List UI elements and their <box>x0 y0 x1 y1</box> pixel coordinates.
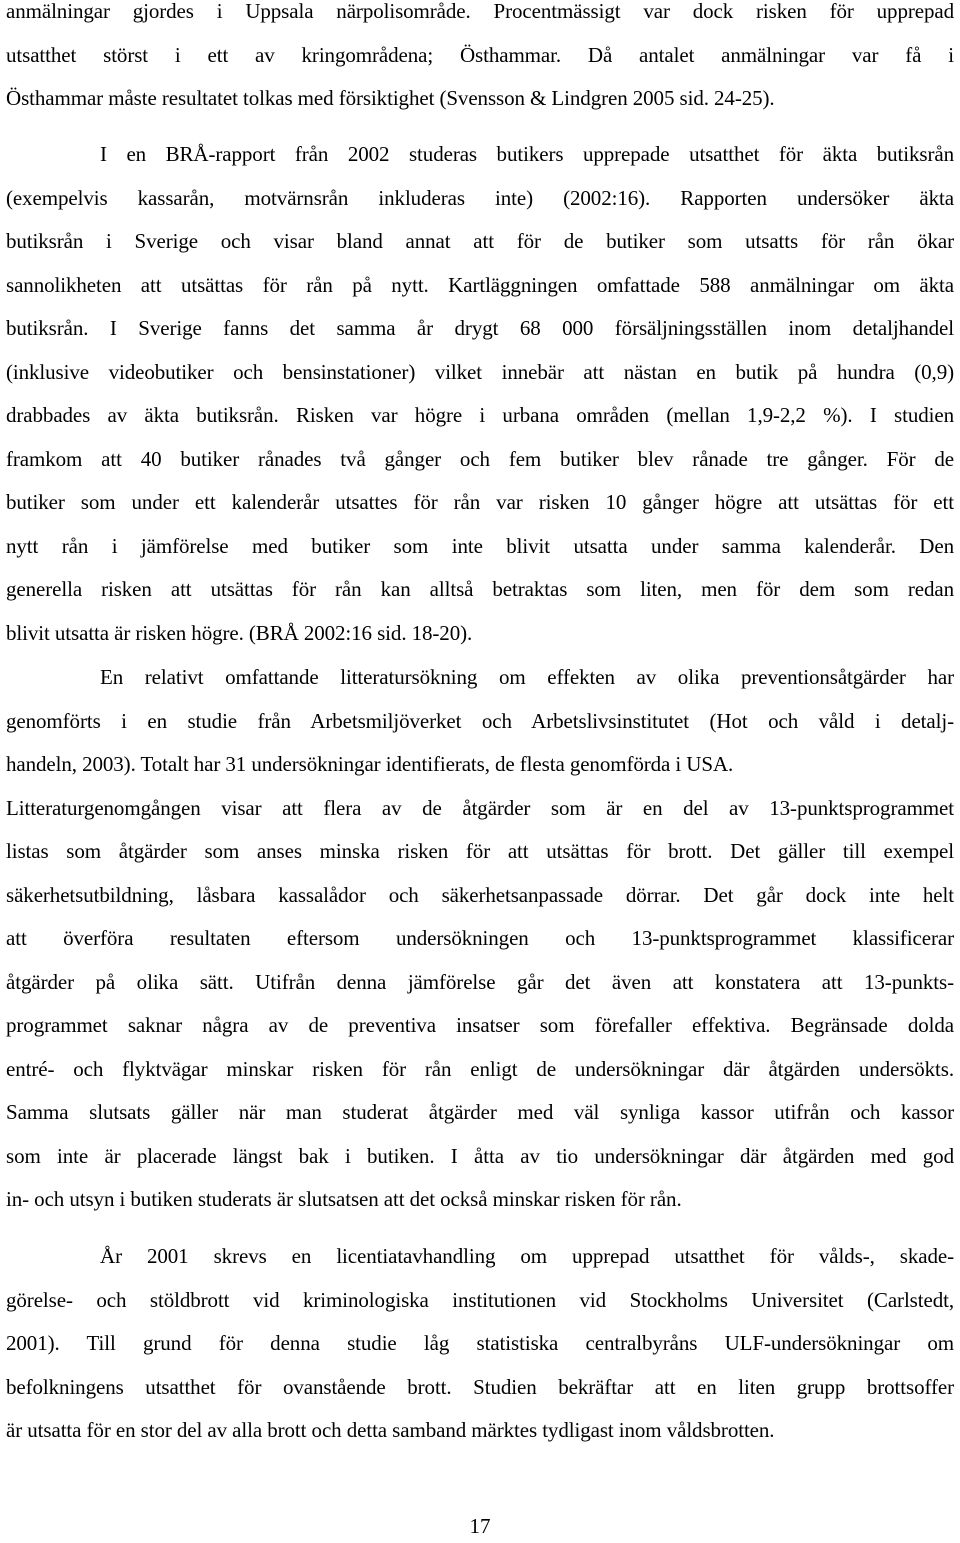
text-line: 2001). Till grund för denna studie låg statistiska centralbyråns ULF-undersökningar om <box>6 1331 954 1355</box>
paragraph-1 <box>6 0 954 121</box>
text-line: nytt rån i jämförelse med butiker som inte blivit utsatta under samma kalenderår. Den <box>6 533 954 558</box>
text-line: anmälningar gjordes i Uppsala närpolisområde. Procentmässigt var dock risken för upprepad <box>6 0 954 23</box>
text-line: som inte är placerade längst bak i butiken. I åtta av tio undersökningar där åtgärden med god <box>6 1143 954 1168</box>
page-number: 17 <box>469 1514 491 1538</box>
text-line: säkerhetsutbildning, låsbara kassalådor och säkerhetsanpassade dörrar. Det går dock inte helt <box>6 882 954 907</box>
text-line: listas som åtgärder som anses minska risken för att utsättas för brott. Det gäller till exempel <box>6 839 954 863</box>
text-line: blivit utsatta är risken högre. (BRÅ 2002:16 sid. 18-20). <box>6 620 473 645</box>
text-line: drabbades av äkta butiksrån. Risken var högre i urbana områden (mellan 1,9-2,2 %). I studien <box>6 403 954 427</box>
text-line: Östhammar måste resultatet tolkas med försiktighet (Svensson & Lindgren 2005 sid. 24-25). <box>6 86 775 110</box>
text-line: befolkningens utsatthet för ovanstående brott. Studien bekräftar att en liten grupp brottsoffer <box>6 1374 954 1399</box>
text-line: Litteraturgenomgången visar att flera av de åtgärder som är en del av 13-punktsprogrammet <box>6 795 954 820</box>
text-line: framkom att 40 butiker rånades två gånger och fem butiker blev rånade tre gånger. För de <box>6 446 954 471</box>
text-line: butiker som under ett kalenderår utsattes för rån var risken 10 gånger högre att utsättas för ett <box>6 490 954 514</box>
text-line: in- och utsyn i butiken studerats är slutsatsen att det också minskar risken för rån. <box>6 1187 682 1211</box>
text-line: entré- och flyktvägar minskar risken för rån enligt de undersökningar där åtgärden undersökts. <box>6 1056 954 1081</box>
text-line: är utsatta för en stor del av alla brott och detta samband märktes tydligast inom våldsbrotten. <box>6 1418 775 1442</box>
text-line: handeln, 2003). Totalt har 31 undersökningar identifierats, de flesta genomförda i USA. <box>6 752 734 776</box>
text-line: butiksrån. I Sverige fanns det samma år drygt 68 000 försäljningsställen inom detaljhandel <box>6 316 954 340</box>
paragraph-3 <box>6 656 954 1222</box>
text-line: Samma slutsats gäller när man studerat åtgärder med väl synliga kassor utifrån och kassor <box>6 1100 954 1124</box>
text-line: År 2001 skrevs en licentiatavhandling om upprepad utsatthet för vålds-, skade- <box>100 1244 954 1268</box>
text-line: I en BRÅ-rapport från 2002 studeras butikers upprepade utsatthet för äkta butiksrån <box>100 142 954 166</box>
text-line: att överföra resultaten eftersom undersökningen och 13-punktsprogrammet klassificerar <box>6 926 954 950</box>
text-line: generella risken att utsättas för rån kan alltså betraktas som liten, men för dem som redan <box>6 577 954 601</box>
text-line: görelse- och stöldbrott vid kriminologiska institutionen vid Stockholms Universitet (Carlstedt, <box>6 1287 954 1312</box>
text-line: (inklusive videobutiker och bensinstationer) vilket innebär att nästan en butik på hundra (0,9) <box>6 359 954 384</box>
paragraph-4 <box>6 1235 954 1453</box>
text-line: sannolikheten att utsättas för rån på nytt. Kartläggningen omfattade 588 anmälningar om äkta <box>6 272 954 297</box>
text-line: En relativt omfattande litteratursökning om effekten av olika preventionsåtgärder har <box>100 665 954 689</box>
paragraph-2 <box>6 133 954 655</box>
text-line: genomförts i en studie från Arbetsmiljöverket och Arbetslivsinstitutet (Hot och våld i detalj- <box>6 708 954 733</box>
text-line: butiksrån i Sverige och visar bland annat att för de butiker som utsatts för rån ökar <box>6 229 954 253</box>
text-line: programmet saknar några av de preventiva insatser som förefaller effektiva. Begränsade dolda <box>6 1013 954 1037</box>
text-line: utsatthet störst i ett av kringområdena; Östhammar. Då antalet anmälningar var få i <box>6 42 954 67</box>
text-line: åtgärder på olika sätt. Utifrån denna jämförelse går det även att konstatera att 13-punkts- <box>6 969 954 994</box>
text-line: (exempelvis kassarån, motvärnsrån inkluderas inte) (2002:16). Rapporten undersöker äkta <box>6 185 954 210</box>
